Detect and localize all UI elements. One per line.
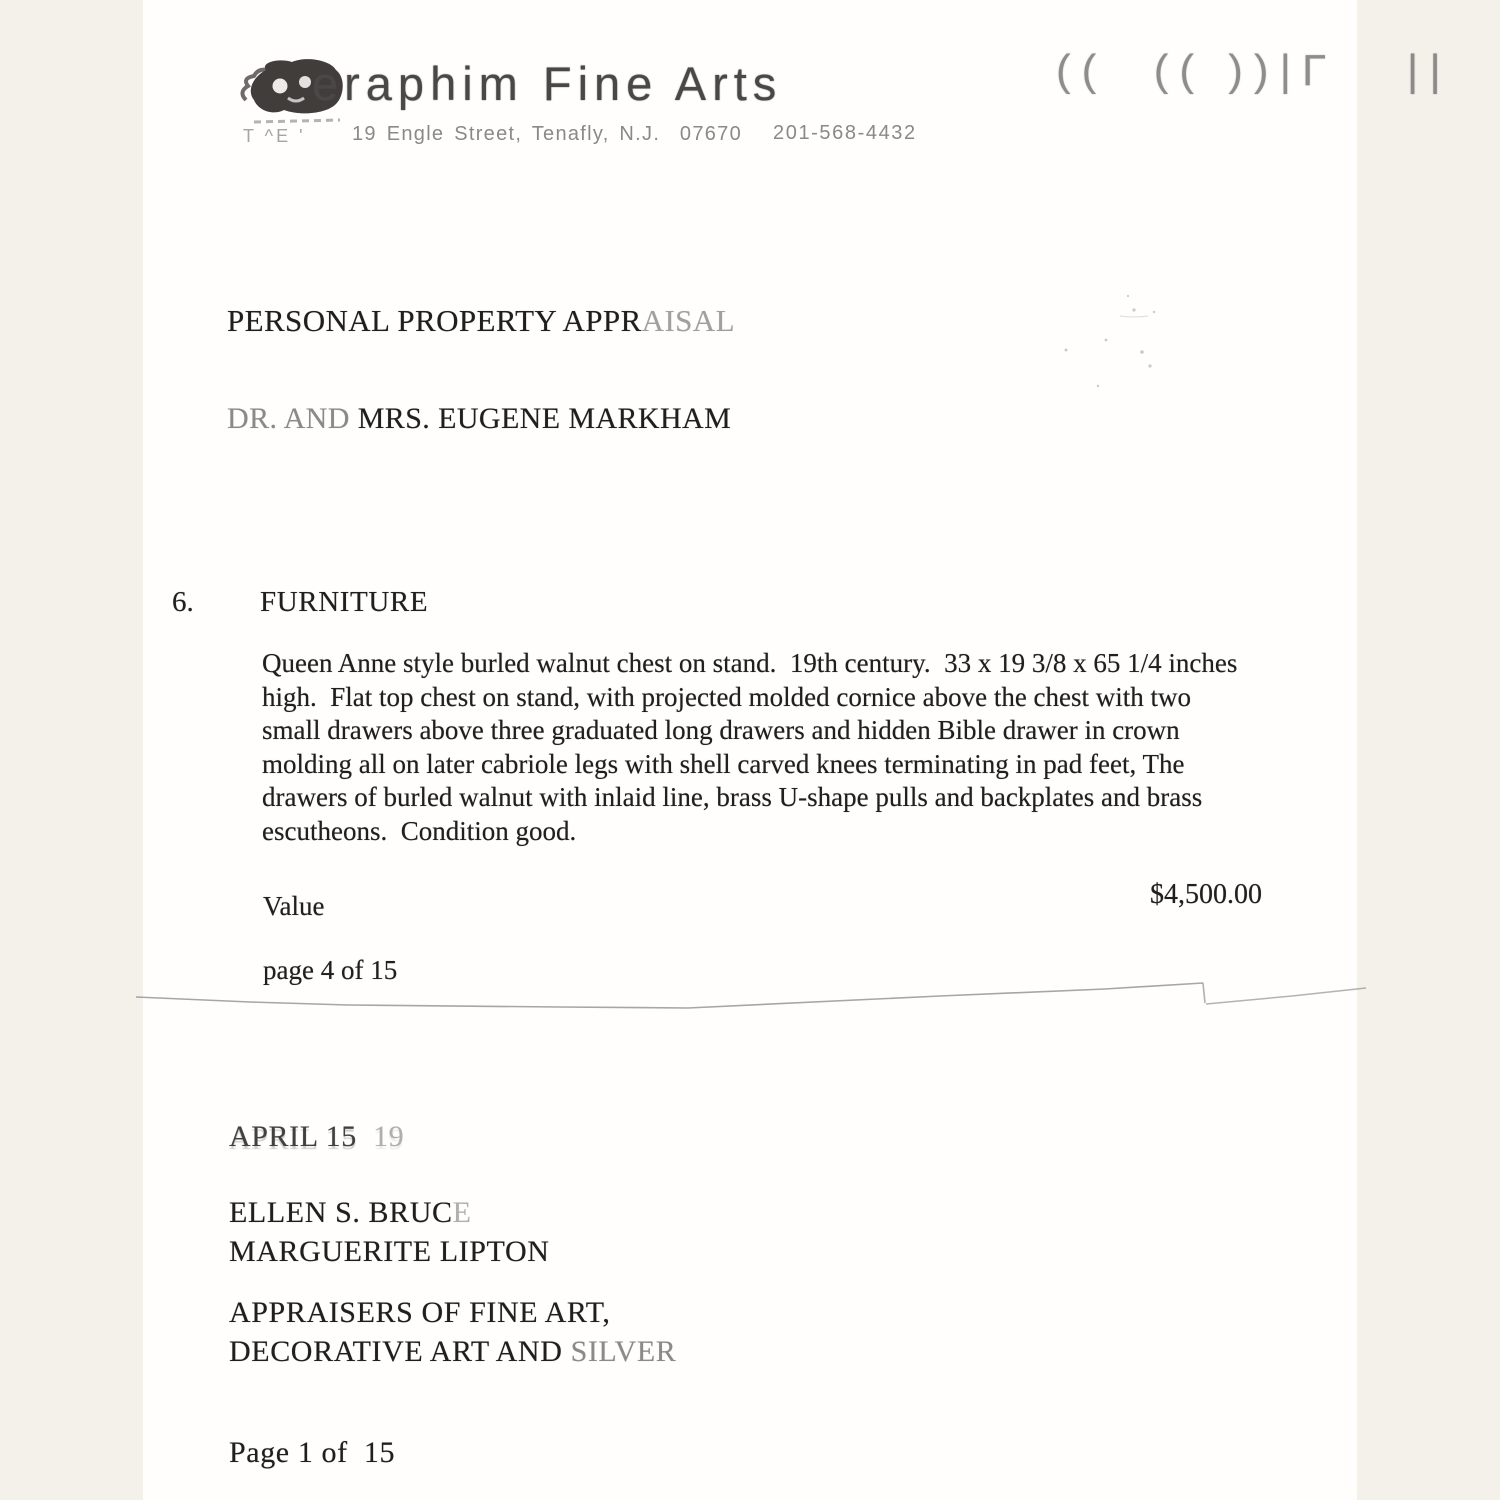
date-line: [229, 1120, 404, 1154]
letterhead-smudge: T ^E ': [243, 126, 306, 146]
appraiser-name-2: MARGUERITE LIPTON: [229, 1235, 550, 1268]
page-footer-top: page 4 of 15: [263, 955, 398, 985]
item-category: FURNITURE: [260, 586, 429, 618]
appraiser-name-1: [229, 1196, 472, 1230]
description-line: escutheons. Condition good.: [262, 815, 577, 846]
client-name-main: MRS. EUGENE MARKHAM: [349, 402, 732, 435]
date-faded: 19: [356, 1120, 405, 1153]
firm-line-2: [229, 1335, 676, 1369]
value-label: Value: [263, 891, 325, 921]
appraiser-1-faded: E: [452, 1196, 472, 1229]
firm-line-1: APPRAISERS OF FINE ART,: [229, 1296, 611, 1329]
header-stamp-marks: (( (( ))|Γ ||: [1056, 46, 1452, 95]
document-title-main: PERSONAL PROPERTY APPR: [227, 303, 642, 338]
description-line: drawers of burled walnut with inlaid line, brass U-shape pulls and backplates and brass: [262, 782, 1203, 812]
letterhead-logo-text: eraphim Fine Arts: [312, 57, 783, 110]
document-title-faded: AISAL: [641, 303, 735, 338]
description-line: molding all on later cabriole legs with shell carved knees terminating in pad feet, The: [262, 748, 1185, 779]
item-number: 6.: [172, 586, 194, 618]
description-line: small drawers above three graduated long drawers and hidden Bible drawer in crown: [262, 715, 1180, 745]
date-main: APRIL 15: [229, 1120, 357, 1153]
firm-line-2-main: DECORATIVE ART AND: [229, 1335, 571, 1368]
description-line: high. Flat top chest on stand, with projected molded cornice above the chest with two: [262, 681, 1192, 712]
value-amount: $4,500.00: [1150, 879, 1262, 910]
description-line: Queen Anne style burled walnut chest on stand. 19th century. 33 x 19 3/8 x 65 1/4 inches: [262, 648, 1238, 678]
page-footer-bottom: Page 1 of 15: [229, 1436, 396, 1469]
appraiser-1-main: ELLEN S. BRUC: [229, 1196, 453, 1229]
firm-line-2-faded: SILVER: [570, 1335, 677, 1368]
letterhead-phone: 201-568-4432: [773, 122, 917, 144]
letterhead-address: 19 Engle Street, Tenafly, N.J. 07670: [352, 123, 743, 145]
client-name-faded: DR. AND: [227, 402, 350, 435]
